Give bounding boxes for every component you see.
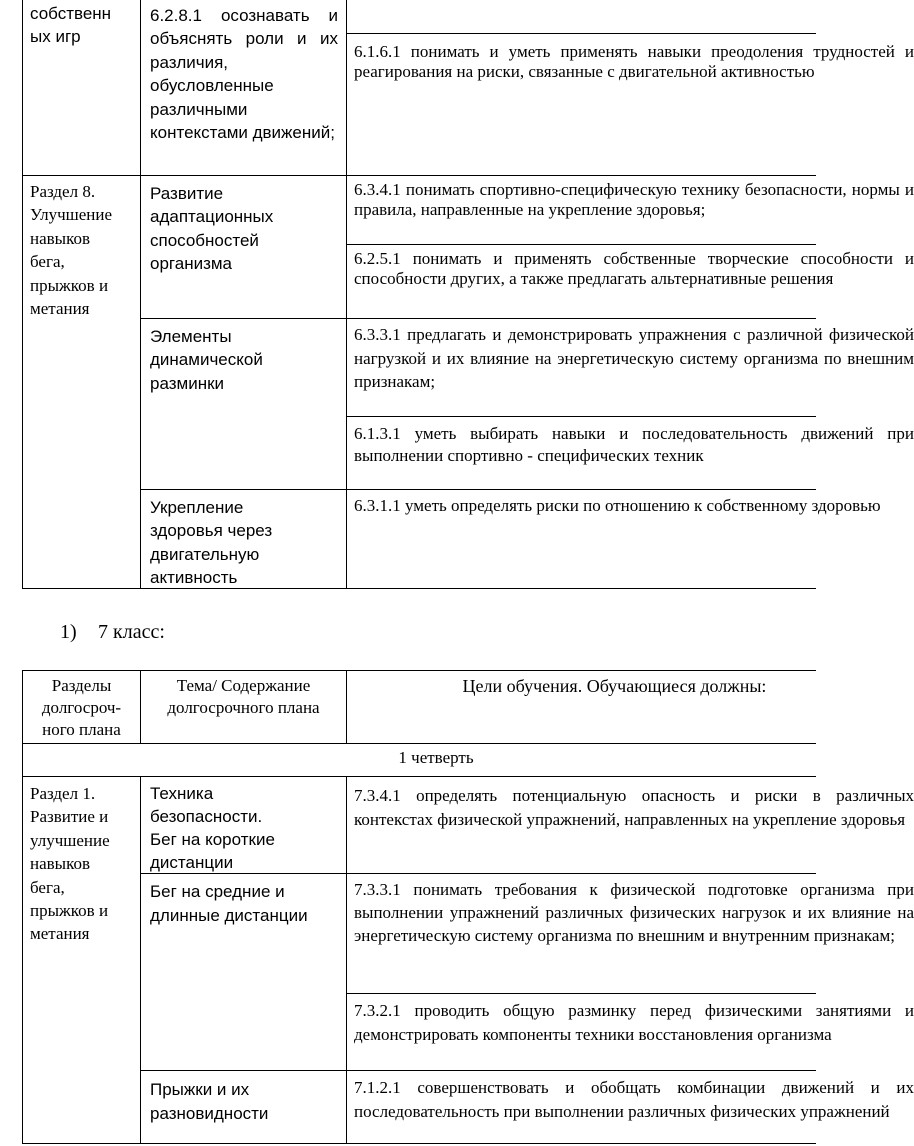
objective-cell: 6.3.3.1 предлагать и демонстрировать упражнения с различной физической нагрузкой и их влияние на энергетическую систему организма по внешним признакам; [354, 325, 914, 391]
topic-cell: Укрепление здоровья через двигательную активность [150, 498, 273, 588]
col-border [140, 0, 141, 589]
cell-divider [346, 993, 816, 994]
table-bottom-border [22, 588, 816, 589]
cell-divider [346, 244, 816, 245]
quarter-divider [22, 776, 816, 777]
topic-cell: Элементы динамической разминки [150, 327, 263, 393]
row-divider [140, 318, 816, 319]
objective-cell: 6.2.5.1 понимать и применять собственные творческие способности и способности других, а также предлагать альтернативные решения [354, 249, 914, 288]
objective-cell: 6.3.4.1 понимать спортивно-специфическую технику безопасности, нормы и правила, направленные на укрепление здоровья; [354, 180, 914, 219]
header-objectives: Цели обучения. Обучающиеся должны: [462, 676, 767, 696]
topic-cell: 6.2.8.1 осознавать и объяснять роли и их различия, обусловленные различными контекстами движений; [150, 6, 338, 143]
col-border [140, 776, 141, 1144]
col-border [22, 0, 23, 589]
row-divider [140, 489, 816, 490]
table-top-border [22, 670, 816, 671]
row-divider [140, 1070, 816, 1071]
objective-cell: 7.1.2.1 совершенствовать и обобщать комбинации движений и их последовательность при выполнении различных физических упражнений [354, 1078, 914, 1121]
topic-cell: Развитие адаптационных способностей организма [150, 184, 274, 274]
col-border [346, 0, 347, 589]
section-cell: Раздел 8. Улучшение навыков бега, прыжков и метания [30, 182, 113, 319]
objective-cell: 7.3.4.1 определять потенциальную опасность и риски в различных контекстах физической упражнений, направленных на укрепление здоровья [354, 786, 914, 829]
topic-cell: Техника безопасности. Бег на короткие дистанции [150, 784, 275, 872]
quarter-label: 1 четверть [398, 748, 474, 767]
objective-cell: 7.3.2.1 проводить общую разминку перед физическими занятиями и демонстрировать компоненты техники восстановления организма [354, 1001, 914, 1044]
objective-cell: 6.1.6.1 понимать и уметь применять навыки преодоления трудностей и реагирования на риски, связанные с двигательной активностью [354, 42, 914, 81]
objective-cell: 6.3.1.1 уметь определять риски по отношению к собственному здоровью [354, 496, 881, 515]
section-heading: 7 класс: [98, 621, 165, 643]
header-sections: Разделы долгосроч- ного плана [41, 676, 122, 739]
topic-cell: Бег на средние и длинные дистанции [150, 882, 308, 925]
header-topic: Тема/ Содержание долгосрочного плана [167, 676, 320, 717]
topic-cell: Прыжки и их разновидности [150, 1080, 269, 1123]
col-border [346, 776, 347, 1144]
section-cell: собственн ых игр [30, 4, 112, 47]
section-cell: Раздел 1. Развитие и улучшение навыков бега, прыжков и метания [30, 784, 110, 944]
table-bottom-border [22, 1143, 816, 1144]
header-divider [22, 743, 816, 744]
objective-cell: 7.3.3.1 понимать требования к физической подготовке организма при выполнении упражнений различных физических нагрузок и их влияние на энергетическую систему организма по внешним и внутренним признакам; [354, 880, 914, 946]
row-divider [22, 175, 816, 176]
objective-cell: 6.1.3.1 уметь выбирать навыки и последовательность движений при выполнении спортивно - специфических техник [354, 424, 914, 465]
cell-divider [346, 33, 816, 34]
cell-divider [346, 416, 816, 417]
col-border [22, 670, 23, 1144]
list-number: 1) [60, 621, 77, 643]
